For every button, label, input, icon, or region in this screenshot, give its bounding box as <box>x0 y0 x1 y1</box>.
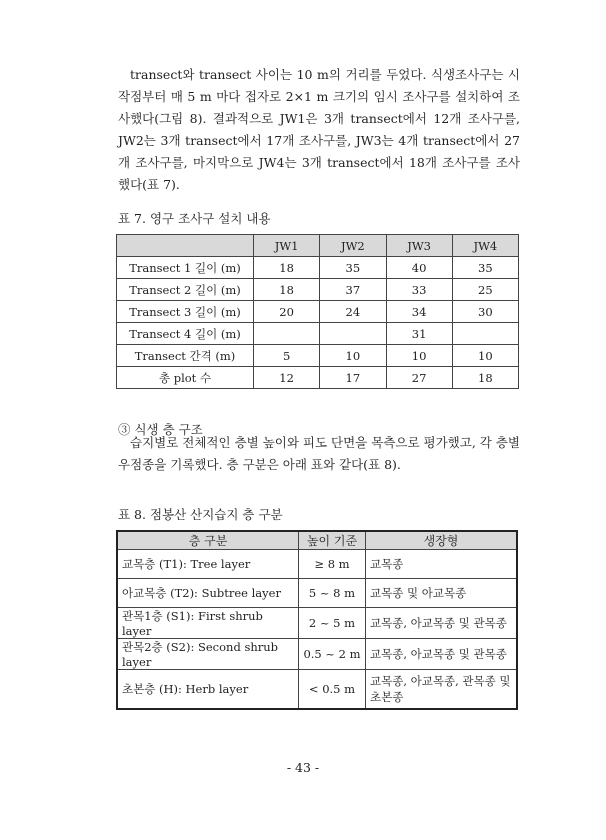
table-cell <box>452 323 518 345</box>
table-cell: Transect 간격 (m) <box>117 345 254 367</box>
table-row <box>117 670 517 710</box>
table-cell: 34 <box>386 301 452 323</box>
table-row <box>117 639 517 670</box>
table-cell: 교목층 (T1): Tree layer <box>117 550 299 579</box>
table-cell: 35 <box>452 257 518 279</box>
table-cell: ≥ 8 m <box>299 550 366 579</box>
table-row <box>117 367 519 389</box>
section-heading: ③ 식생 층 구조 <box>118 422 203 437</box>
table-8 <box>116 530 518 710</box>
column-header: JW3 <box>386 235 452 257</box>
table-cell: 0.5 ~ 2 m <box>299 639 366 670</box>
table-cell: 31 <box>386 323 452 345</box>
table-cell: 5 ~ 8 m <box>299 579 366 608</box>
table-cell: Transect 4 길이 (m) <box>117 323 254 345</box>
table-cell: 총 plot 수 <box>117 367 254 389</box>
table-cell: 18 <box>254 279 320 301</box>
table-7-caption: 표 7. 영구 조사구 설치 내용 <box>118 211 271 226</box>
table-cell: 17 <box>320 367 386 389</box>
table-cell: 35 <box>320 257 386 279</box>
table-cell: 27 <box>386 367 452 389</box>
table-row <box>117 550 517 579</box>
table-cell: 5 <box>254 345 320 367</box>
column-header: JW4 <box>452 235 518 257</box>
table-cell: 교목종, 아교목종 및 관목종 <box>366 608 518 639</box>
table-cell: 교목종, 아교목종 및 관목종 <box>366 639 518 670</box>
column-header: JW2 <box>320 235 386 257</box>
table-cell: 교목종, 아교목종, 관목종 및 초본종 <box>366 670 518 710</box>
table-row <box>117 345 519 367</box>
column-header: 층 구분 <box>117 531 299 550</box>
column-header <box>117 235 254 257</box>
table-cell: 10 <box>452 345 518 367</box>
table-cell: Transect 2 길이 (m) <box>117 279 254 301</box>
table-cell: 18 <box>452 367 518 389</box>
column-header: 높이 기준 <box>299 531 366 550</box>
paragraph: transect와 transect 사이는 10 m의 거리를 두었다. 식생조사구는 시작점부터 매 5 m 마다 접자로 2×1 m 크기의 임시 조사구를 설치하여 조사했다(그림 8). 결과적으로 JW1은 3개 transect에서 12개 조사구를, JW2는 3개 transect에서 17개 조사구를, JW3는 4개 transect에서 27개 조사구를, 마지막으로 JW4는 3개 transect에서 18개 조사구를 조사했다(표 7). <box>118 67 520 192</box>
column-header: 생장형 <box>366 531 518 550</box>
table-cell: 교목종 <box>366 550 518 579</box>
table-cell <box>254 323 320 345</box>
table-row <box>117 579 517 608</box>
table-cell: 18 <box>254 257 320 279</box>
section-text: 습지별로 전체적인 층별 높이와 피도 단면을 목측으로 평가했고, 각 층별 우점종을 기록했다. 층 구분은 아래 표와 같다(표 8). <box>118 435 520 472</box>
table-cell: 37 <box>320 279 386 301</box>
table-row <box>117 323 519 345</box>
table-7 <box>116 234 519 389</box>
page-number: - 43 - <box>286 760 320 775</box>
table-cell: 2 ~ 5 m <box>299 608 366 639</box>
table-row <box>117 301 519 323</box>
table-row <box>117 257 519 279</box>
table-cell: 20 <box>254 301 320 323</box>
table-cell: 24 <box>320 301 386 323</box>
table-row <box>117 608 517 639</box>
table-cell: Transect 1 길이 (m) <box>117 257 254 279</box>
table-cell: 초본층 (H): Herb layer <box>117 670 299 710</box>
table-cell: 30 <box>452 301 518 323</box>
table-cell: 아교목층 (T2): Subtree layer <box>117 579 299 608</box>
table-cell: 33 <box>386 279 452 301</box>
table-cell <box>320 323 386 345</box>
table-cell: 관목2층 (S2): Second shrub layer <box>117 639 299 670</box>
table-cell: 12 <box>254 367 320 389</box>
column-header: JW1 <box>254 235 320 257</box>
table-cell: Transect 3 길이 (m) <box>117 301 254 323</box>
table-row <box>117 279 519 301</box>
table-cell: 관목1층 (S1): First shrub layer <box>117 608 299 639</box>
table-cell: < 0.5 m <box>299 670 366 710</box>
table-cell: 10 <box>386 345 452 367</box>
table-cell: 25 <box>452 279 518 301</box>
table-8-caption: 표 8. 점봉산 산지습지 층 구분 <box>118 507 283 522</box>
table-cell: 교목종 및 아교목종 <box>366 579 518 608</box>
table-cell: 40 <box>386 257 452 279</box>
table-cell: 10 <box>320 345 386 367</box>
